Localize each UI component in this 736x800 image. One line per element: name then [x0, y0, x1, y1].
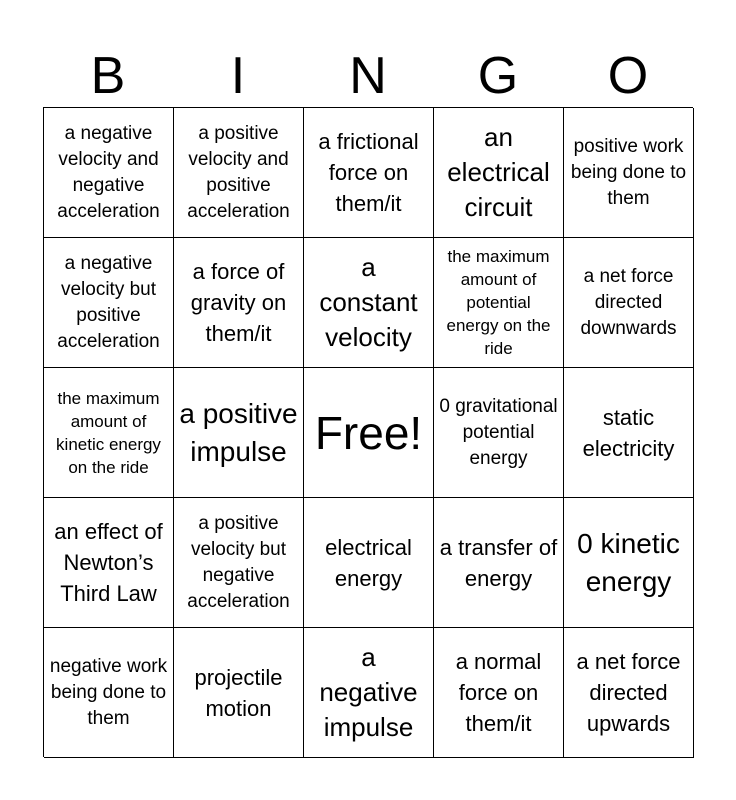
cell-text: the maximum amount of kinetic energy on the ride: [56, 388, 161, 477]
cell-text: a positive impulse: [179, 397, 298, 467]
bingo-cell[interactable]: [304, 628, 434, 758]
cell-text: a positive velocity and positive acceleration: [187, 122, 290, 222]
bingo-cell[interactable]: [434, 628, 564, 758]
cell-text: the maximum amount of potential energy on the ride: [446, 247, 551, 358]
cell-text: 0 gravitational potential energy: [439, 395, 558, 469]
bingo-cell[interactable]: [304, 498, 434, 628]
bingo-cell[interactable]: [434, 238, 564, 368]
bingo-board: [43, 107, 693, 757]
bingo-header: [43, 46, 693, 106]
cell-text: a net force directed upwards: [576, 649, 681, 736]
cell-text: static electricity: [582, 404, 675, 461]
bingo-cell[interactable]: [434, 368, 564, 498]
header-letter-n: N: [349, 47, 387, 105]
bingo-cell[interactable]: [564, 498, 694, 628]
cell-text: a force of gravity on them/it: [190, 259, 287, 346]
bingo-cell[interactable]: [304, 238, 434, 368]
bingo-cell[interactable]: [44, 368, 174, 498]
cell-text: electrical energy: [325, 534, 412, 591]
bingo-cell[interactable]: [174, 368, 304, 498]
free-space-cell[interactable]: [304, 368, 434, 498]
bingo-cell[interactable]: [174, 498, 304, 628]
cell-text: projectile motion: [194, 664, 283, 721]
cell-text: a constant velocity: [319, 252, 418, 352]
bingo-cell[interactable]: [44, 628, 174, 758]
free-space-text: Free!: [314, 406, 423, 459]
cell-text: an electrical circuit: [447, 122, 550, 222]
cell-text: a frictional force on them/it: [318, 129, 419, 216]
bingo-cell[interactable]: [434, 498, 564, 628]
bingo-cell[interactable]: [564, 368, 694, 498]
cell-text: a transfer of energy: [439, 534, 558, 591]
header-letter-o: O: [607, 47, 649, 105]
header-letter-g: G: [477, 47, 519, 105]
cell-text: a negative impulse: [319, 642, 418, 742]
bingo-cell[interactable]: [174, 628, 304, 758]
bingo-cell[interactable]: [564, 108, 694, 238]
cell-text: a negative velocity but positive acceleration: [57, 252, 160, 352]
bingo-cell[interactable]: [44, 238, 174, 368]
cell-text: positive work being done to them: [570, 135, 687, 209]
cell-text: a net force directed downwards: [580, 265, 677, 339]
bingo-cell[interactable]: [174, 238, 304, 368]
bingo-cell[interactable]: [564, 238, 694, 368]
cell-text: a negative velocity and negative acceleration: [57, 122, 160, 222]
cell-text: an effect of Newton’s Third Law: [54, 519, 163, 606]
bingo-cell[interactable]: [564, 628, 694, 758]
cell-text: a normal force on them/it: [455, 649, 542, 736]
bingo-cell[interactable]: [44, 108, 174, 238]
bingo-cell[interactable]: [304, 108, 434, 238]
header-letter-b: B: [90, 47, 126, 105]
bingo-cell[interactable]: [434, 108, 564, 238]
cell-text: a positive velocity but negative acceleration: [187, 512, 290, 612]
cell-text: negative work being done to them: [49, 655, 168, 729]
bingo-cell[interactable]: [44, 498, 174, 628]
cell-text: 0 kinetic energy: [577, 527, 680, 597]
bingo-cell[interactable]: [174, 108, 304, 238]
header-letter-i: I: [230, 47, 246, 105]
